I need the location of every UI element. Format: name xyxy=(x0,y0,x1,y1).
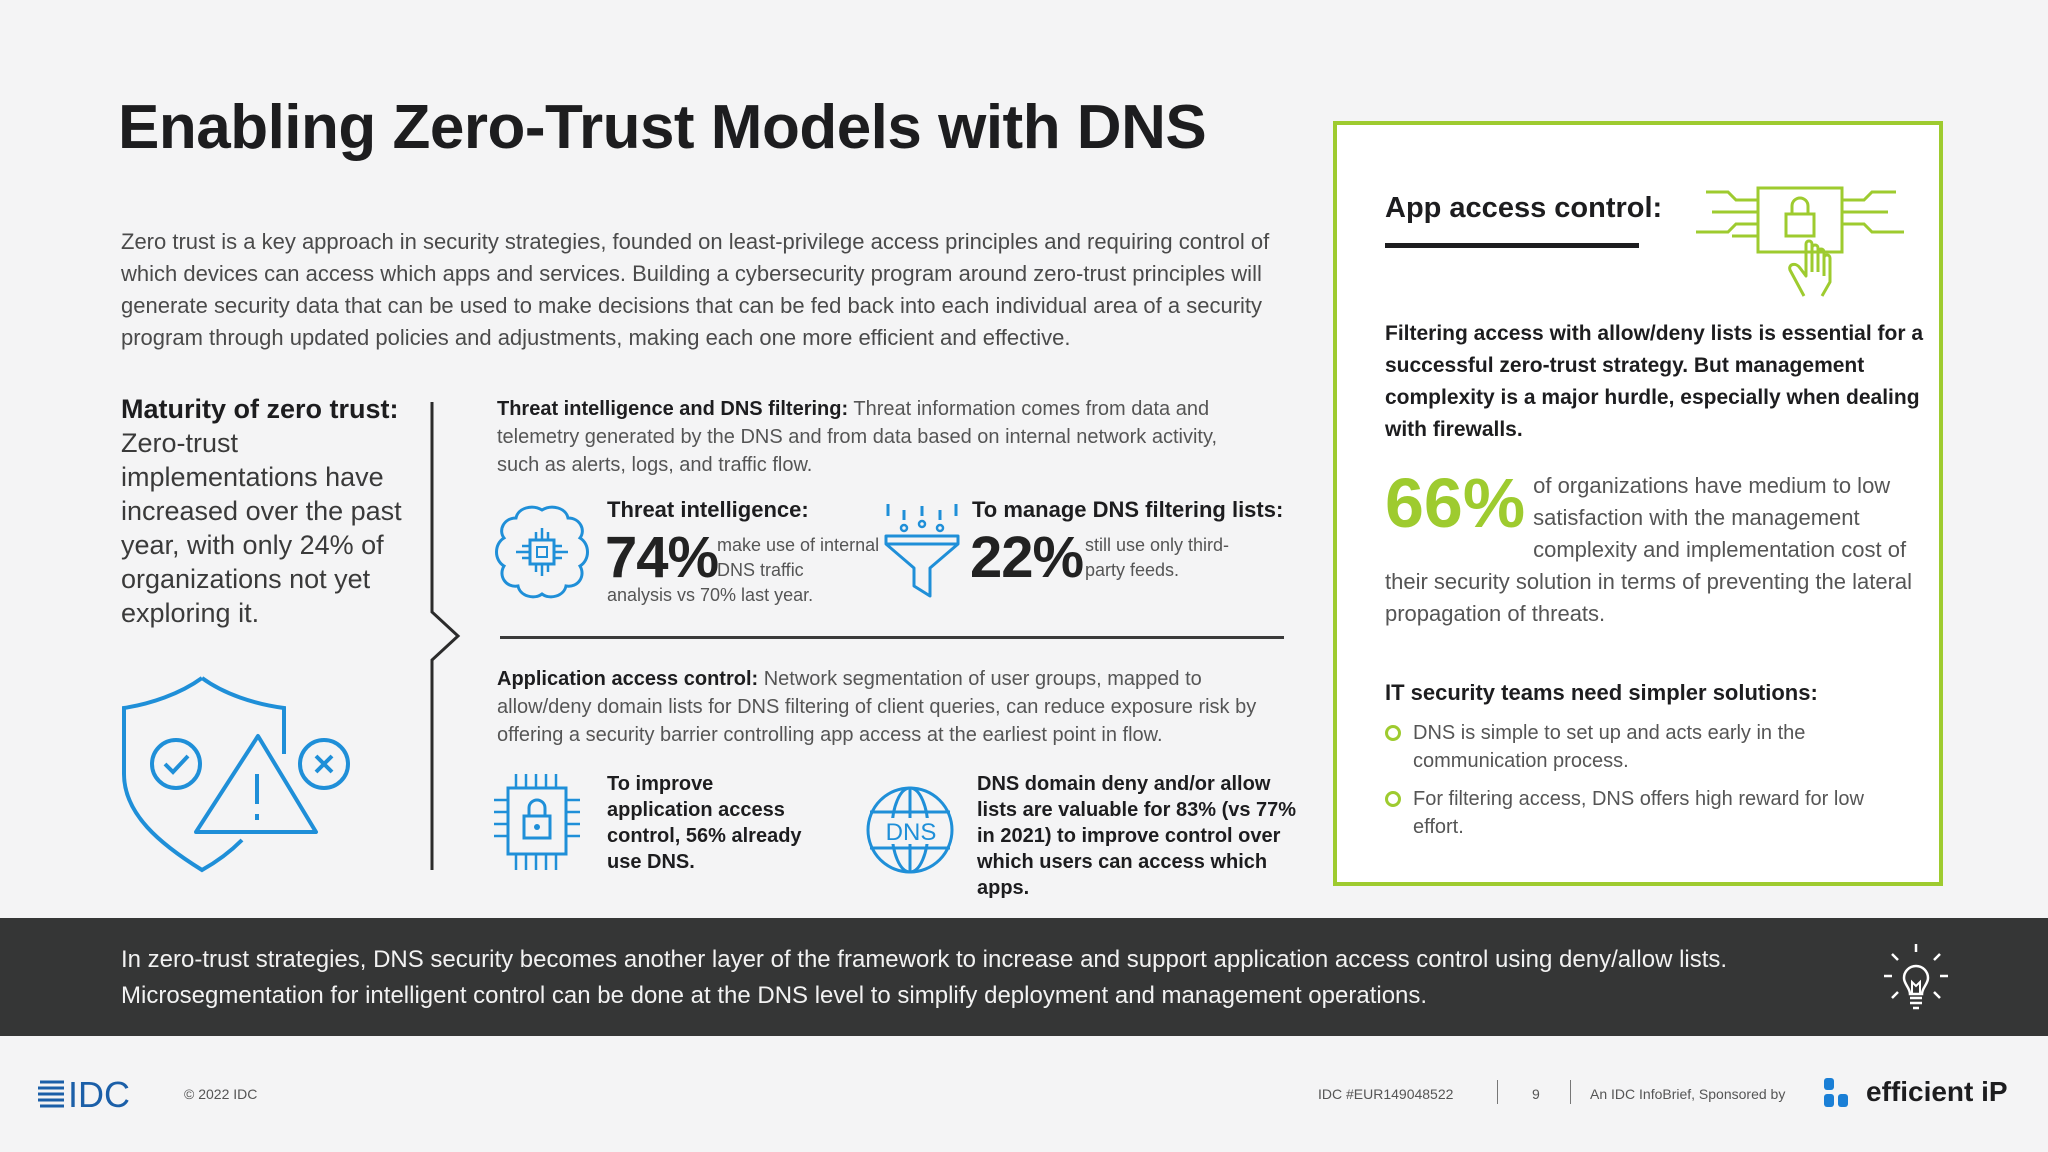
threat-intel-label: Threat intelligence: xyxy=(607,497,809,522)
threat-intel-value: 74% xyxy=(605,525,719,590)
lightbulb-icon xyxy=(1882,942,1950,1012)
dns-filter-value: 22% xyxy=(970,525,1084,590)
svg-text:IDC: IDC xyxy=(68,1076,130,1110)
footer-separator xyxy=(1570,1080,1571,1104)
app-stat2: DNS domain deny and/or allow lists are valuable for 83% (vs 77% in 2021) to improve control over which users can access which apps. xyxy=(977,773,1297,899)
efficientip-logo: efficient iP xyxy=(1866,1076,2008,1107)
dns-filter-label: To manage DNS filtering lists: xyxy=(972,497,1284,522)
threat-section-text: Threat intelligence and DNS filtering: Threat information comes from data and telemetry generated by the DNS and from data based on internal network activity, such as alerts, logs, and traffic flow. xyxy=(497,398,1218,476)
panel-bold-text: Filtering access with allow/deny lists is essential for a successful zero-trust strategy. But management complexity is a major hurdle, especially when dealing with firewalls. xyxy=(1385,322,1924,441)
intro-paragraph: Zero trust is a key approach in security strategies, founded on least-privilege access principles and requiring control of which devices can access which apps and services. Building a cybersecurity program around zero-trust principles will generate security data that can be used to make decisions that can be fed back into each individual area of a security program through updated policies and adjustments, making each one more efficient and effective. xyxy=(121,229,1270,350)
panel-subheading: IT security teams need simpler solutions: xyxy=(1385,680,1818,705)
footer-doc-id: IDC #EUR149048522 xyxy=(1318,1086,1454,1102)
lock-circuit-hand-icon xyxy=(1692,178,1906,298)
panel-stat-text: of organizations have medium to low satisfaction with the management complexity and implementation cost of their security solution in terms of preventing the lateral propagation of threats. xyxy=(1385,473,1913,626)
panel-heading: App access control: xyxy=(1385,192,1663,224)
page-title: Enabling Zero-Trust Models with DNS xyxy=(118,93,1207,162)
panel-bullet: For filtering access, DNS offers high reward for low effort. xyxy=(1385,785,1905,841)
app-section-heading: Application access control: xyxy=(497,668,759,690)
panel-stat-value: 66% xyxy=(1385,464,1526,542)
summary-band-text: In zero-trust strategies, DNS security becomes another layer of the framework to increase and support application access control using deny/allow lists. Microsegmentation for intelligent control can be done at the DNS level to simplify deployment and management operations. xyxy=(121,946,1728,1009)
app-stat1: To improve application access control, 56% already use DNS. xyxy=(607,773,802,873)
footer-copyright: © 2022 IDC xyxy=(184,1086,258,1102)
dns-icon-label: DNS xyxy=(885,819,937,846)
bullet-dot-icon xyxy=(1385,725,1401,741)
idc-logo xyxy=(38,1076,146,1110)
dns-filter-note: still use only third-party feeds. xyxy=(1085,535,1230,580)
globe-dns-icon xyxy=(860,782,960,878)
app-stat2-value: 83% (vs 77% in 2021) xyxy=(977,799,1297,847)
threat-intel-note2: analysis vs 70% last year. xyxy=(607,585,814,605)
app-section-text: Application access control: Network segmentation of user groups, mapped to allow/deny domain lists for DNS filtering of client queries, can reduce exposure risk by offering a security barrier controlling app access at the earliest point in flow. xyxy=(497,668,1257,746)
threat-intel-note: make use of internal DNS traffic xyxy=(717,535,880,580)
section-brace xyxy=(424,400,464,872)
threat-section-heading: Threat intelligence and DNS filtering: xyxy=(497,398,849,420)
shield-check-warning-icon xyxy=(120,674,350,874)
maturity-block xyxy=(121,392,421,630)
panel-stat xyxy=(1385,464,1925,630)
app-stat1-value: 56% xyxy=(685,825,726,847)
panel-bullet: DNS is simple to set up and acts early in the communication process. xyxy=(1385,719,1905,775)
chip-lock-icon xyxy=(492,772,582,872)
maturity-heading: Maturity of zero trust: xyxy=(121,394,399,424)
filter-funnel-icon xyxy=(882,502,962,602)
section-divider xyxy=(500,636,1284,639)
maturity-text: Zero-trust implementations have increased over the past year, with only 24% of organizations not yet exploring it. xyxy=(121,428,402,628)
footer-separator xyxy=(1497,1080,1498,1104)
footer-sponsor-text: An IDC InfoBrief, Sponsored by xyxy=(1590,1086,1786,1102)
panel-underline xyxy=(1385,243,1639,248)
footer-page-number: 9 xyxy=(1532,1086,1540,1102)
bullet-dot-icon xyxy=(1385,791,1401,807)
efficientip-logo-icon xyxy=(1822,1076,1852,1110)
brain-chip-icon xyxy=(492,502,592,602)
